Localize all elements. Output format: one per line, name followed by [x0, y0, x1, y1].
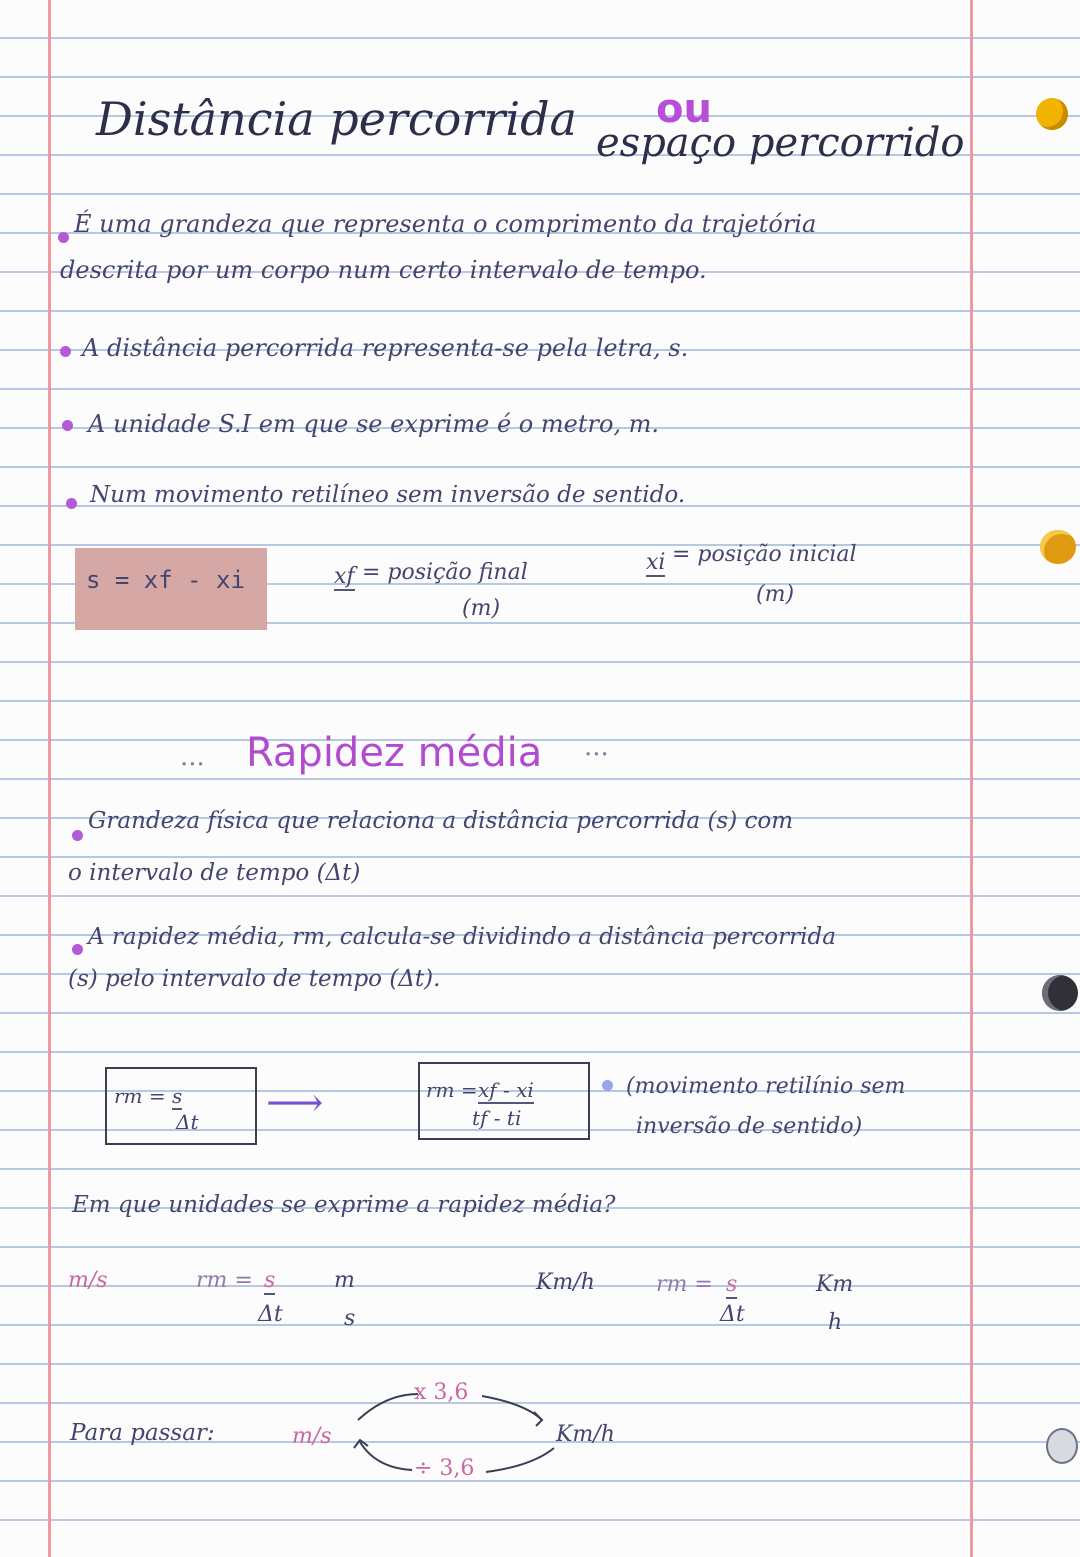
unit-kmh-numerator: s [726, 1272, 738, 1297]
unit-kmh-expr: rm = [656, 1272, 713, 1297]
rm-denominator: Δt [176, 1110, 199, 1134]
unit-ms-denominator-unit: s [344, 1306, 356, 1331]
definition-line-1: É uma grandeza que representa o comprimento da trajetória [74, 210, 817, 238]
units-question: Em que unidades se exprime a rapidez média? [72, 1192, 616, 1218]
conversion-divide: ÷ 3,6 [414, 1456, 475, 1481]
conversion-label: Para passar: [70, 1420, 215, 1446]
xi-symbol: xi [646, 550, 666, 575]
title-dots-right: ... [584, 732, 609, 762]
section-title: Rapidez média [246, 730, 543, 776]
unit-ms-expr: rm = [196, 1268, 253, 1293]
title-dots-left: ... [180, 742, 205, 772]
title-connector: ou [656, 86, 712, 132]
rm-numerator: s [172, 1084, 183, 1108]
rapidez-calc-line-2: (s) pelo intervalo de tempo (Δt). [68, 966, 441, 992]
unit-kmh-denominator-unit: h [828, 1310, 843, 1335]
bullet-unit: A unidade S.I em que se exprime é o metro, m. [88, 410, 660, 438]
rapidez-definition-line-2: o intervalo de tempo (Δt) [68, 860, 361, 886]
page-subtitle: espaço percorrido [596, 120, 965, 166]
formula-note-line-1: (movimento retilínio sem [626, 1074, 906, 1099]
rm-lhs: rm = [114, 1084, 166, 1108]
bullet-dot [58, 232, 69, 243]
bullet-motion: Num movimento retilíneo sem inversão de sentido. [90, 482, 686, 508]
rapidez-calc-line-1: A rapidez média, rm, calcula-se dividindo a distância percorrida [88, 924, 836, 950]
xi-description: = posição inicial [672, 542, 857, 567]
bullet-dot [66, 498, 77, 509]
bullet-dot [62, 420, 73, 431]
binder-hole-dark [1042, 975, 1078, 1011]
xf-unit: (m) [462, 596, 501, 621]
conversion-to: Km/h [556, 1422, 615, 1447]
rm-rhs: rm = [426, 1078, 478, 1102]
unit-ms-denominator: Δt [258, 1302, 283, 1327]
unit-kmh-denominator: Δt [720, 1302, 745, 1327]
conversion-from: m/s [292, 1424, 332, 1449]
conversion-multiply: x 3,6 [414, 1380, 469, 1405]
binder-hole-yellow [1036, 98, 1068, 130]
rapidez-definition-line-1: Grandeza física que relaciona a distância percorrida (s) com [88, 808, 794, 834]
definition-line-2: descrita por um corpo num certo intervalo de tempo. [60, 256, 707, 284]
binder-hole-grey [1046, 1428, 1078, 1464]
xf-symbol: xf [334, 564, 355, 589]
unit-ms-label: m/s [68, 1268, 108, 1293]
binder-hole-orange [1040, 530, 1076, 564]
bullet-dot [60, 346, 71, 357]
unit-ms-numerator: s [264, 1268, 276, 1293]
rm-numerator-expanded: xf - xi [478, 1078, 534, 1102]
bullet-dot [72, 944, 83, 955]
rm-denominator-expanded: tf - ti [472, 1106, 522, 1130]
unit-kmh-numerator-unit: Km [816, 1272, 854, 1297]
xi-unit: (m) [756, 582, 795, 607]
xf-description: = posição final [362, 560, 528, 585]
left-margin-line [48, 0, 51, 1557]
page-title: Distância percorrida [96, 92, 577, 146]
formula-note-line-2: inversão de sentido) [636, 1114, 863, 1139]
arrow-icon: ⟶ [266, 1080, 324, 1126]
bullet-dot [72, 830, 83, 841]
right-margin-line [970, 0, 973, 1557]
bullet-dot [602, 1080, 613, 1091]
bullet-letter: A distância percorrida representa-se pela letra, s. [82, 334, 689, 362]
unit-kmh-label: Km/h [536, 1270, 595, 1295]
formula-displacement: s = xf - xi [86, 566, 245, 594]
unit-ms-numerator-unit: m [334, 1268, 355, 1293]
